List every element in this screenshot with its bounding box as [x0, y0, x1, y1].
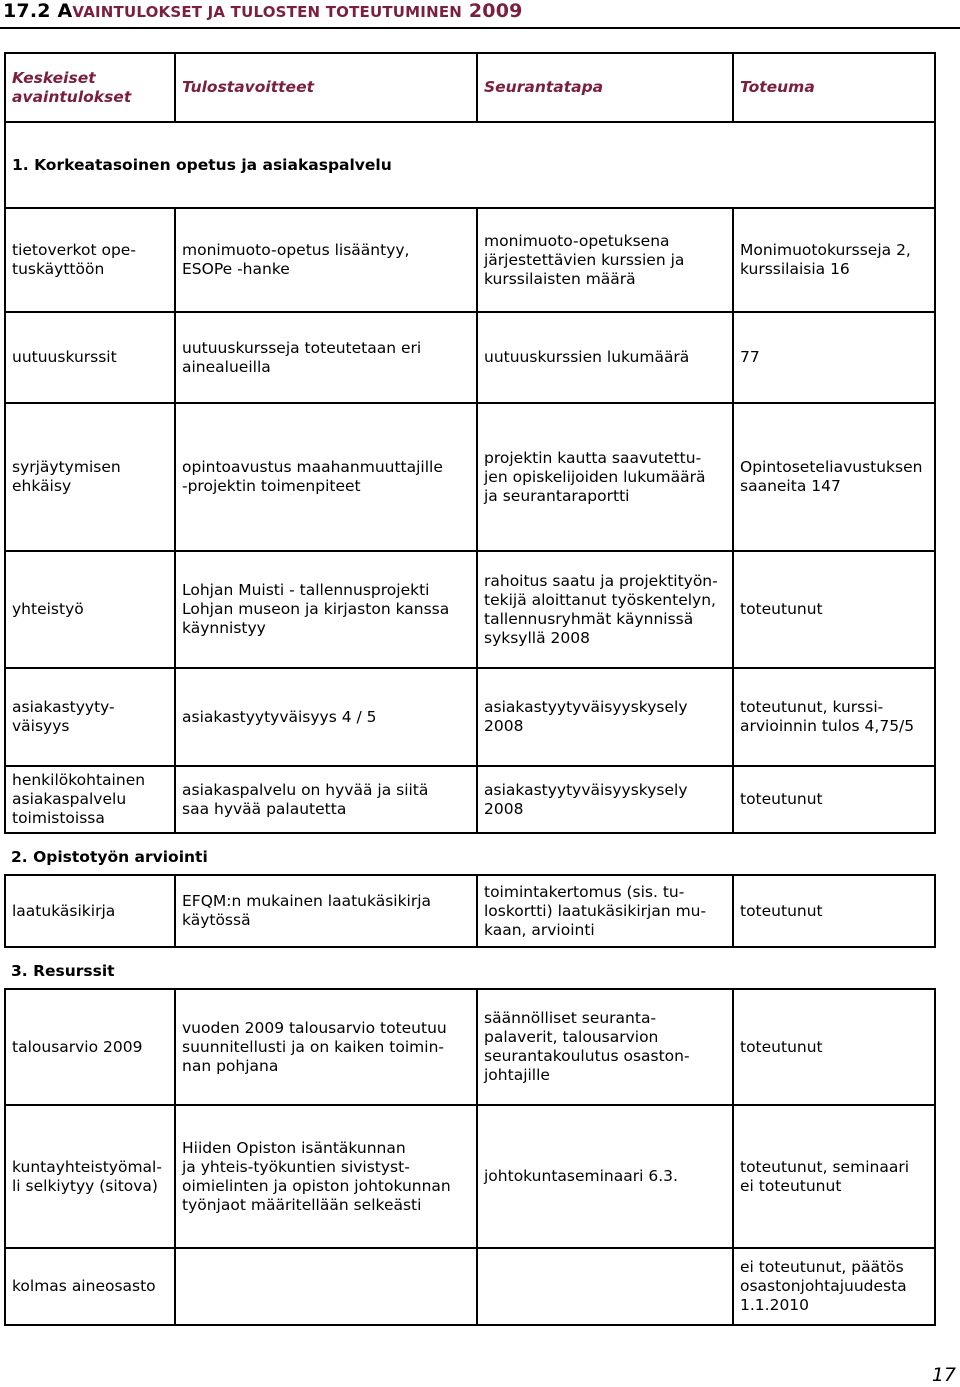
table-cell: uutuuskurssit: [5, 312, 175, 403]
table-cell: [175, 1248, 477, 1325]
section-title: 3. Resurssit: [5, 947, 935, 989]
table-cell: toteutunut: [733, 875, 935, 947]
page-heading: [3, 0, 523, 22]
table-row: [5, 1105, 935, 1248]
heading-title: VAINTULOKSET JA TULOSTEN TOTEUTUMINEN: [72, 3, 463, 21]
table-cell: Monimuotokursseja 2, kurssilaisia 16: [733, 208, 935, 312]
table-row: [5, 208, 935, 312]
table-cell: uutuuskursseja toteutetaan eri ainealueilla: [175, 312, 477, 403]
table-cell: asiakastyytyväisyyskysely 2008: [477, 766, 733, 833]
table-cell: rahoitus saatu ja projektityön- tekijä aloittanut työskentelyn, tallennusryhmät käynnissä syksyllä 2008: [477, 551, 733, 668]
table-cell: asiakastyytyväisyys 4 / 5: [175, 668, 477, 766]
column-header-row: [5, 53, 935, 122]
table-cell: uutuuskurssien lukumäärä: [477, 312, 733, 403]
table-cell: toimintakertomus (sis. tu- loskortti) laatukäsikirjan mu- kaan, arviointi: [477, 875, 733, 947]
heading-number: 17.2 A: [3, 0, 73, 22]
table-cell: asiakastyytyväisyyskysely 2008: [477, 668, 733, 766]
section-title: 1. Korkeatasoinen opetus ja asiakaspalvelu: [5, 122, 935, 208]
table-cell: 77: [733, 312, 935, 403]
column-header: Toteuma: [733, 53, 935, 122]
table-row: [5, 989, 935, 1105]
table-cell: EFQM:n mukainen laatukäsikirja käytössä: [175, 875, 477, 947]
table-cell: talousarvio 2009: [5, 989, 175, 1105]
table-cell: kolmas aineosasto: [5, 1248, 175, 1325]
table-cell: projektin kautta saavutettu- jen opiskelijoiden lukumäärä ja seurantaraportti: [477, 403, 733, 551]
table-cell: laatukäsikirja: [5, 875, 175, 947]
table-cell: Lohjan Muisti - tallennusprojekti Lohjan museon ja kirjaston kanssa käynnistyy: [175, 551, 477, 668]
section-title: 2. Opistotyön arviointi: [5, 833, 935, 875]
table-row: [5, 551, 935, 668]
column-header: Tulostavoitteet: [175, 53, 477, 122]
table-cell: asiakaspalvelu on hyvää ja siitä saa hyvää palautetta: [175, 766, 477, 833]
table-cell: vuoden 2009 talousarvio toteutuu suunnitellusti ja on kaiken toimin- nan pohjana: [175, 989, 477, 1105]
page-number: 17: [931, 1364, 956, 1386]
column-header: Seurantatapa: [477, 53, 733, 122]
table-cell: toteutunut: [733, 766, 935, 833]
section-row: [5, 122, 935, 208]
table-cell: Opintoseteliavustuksen saaneita 147: [733, 403, 935, 551]
table-cell: asiakastyyty- väisyys: [5, 668, 175, 766]
table-cell: tietoverkot ope- tuskäyttöön: [5, 208, 175, 312]
table-cell: toteutunut: [733, 989, 935, 1105]
table-cell: opintoavustus maahanmuuttajille -projektin toimenpiteet: [175, 403, 477, 551]
column-header: Keskeiset avaintulokset: [5, 53, 175, 122]
table-cell: Hiiden Opiston isäntäkunnan ja yhteis-työkuntien sivistyst- oimielinten ja opiston johtokunnan työnjaot määritellään selkeästi: [175, 1105, 477, 1248]
table-cell: ei toteutunut, päätös osastonjohtajuudesta 1.1.2010: [733, 1248, 935, 1325]
table-cell: monimuoto-opetuksena järjestettävien kurssien ja kurssilaisten määrä: [477, 208, 733, 312]
table-row: [5, 875, 935, 947]
table-row: [5, 668, 935, 766]
table-cell: henkilökohtainen asiakaspalvelu toimistoissa: [5, 766, 175, 833]
table-row: [5, 1248, 935, 1325]
heading-year: 2009: [468, 0, 523, 22]
table-cell: monimuoto-opetus lisääntyy, ESOPe -hanke: [175, 208, 477, 312]
table-row: [5, 403, 935, 551]
table-cell: toteutunut: [733, 551, 935, 668]
table-cell: toteutunut, seminaari ei toteutunut: [733, 1105, 935, 1248]
table-cell: toteutunut, kurssi- arvioinnin tulos 4,75/5: [733, 668, 935, 766]
table-cell: [477, 1248, 733, 1325]
table-cell: kuntayhteistyömal- li selkiytyy (sitova): [5, 1105, 175, 1248]
table-row: [5, 312, 935, 403]
section-row: [5, 947, 935, 989]
table-row: [5, 766, 935, 833]
table-cell: yhteistyö: [5, 551, 175, 668]
table-cell: johtokuntaseminaari 6.3.: [477, 1105, 733, 1248]
results-table: [4, 52, 936, 1326]
section-row: [5, 833, 935, 875]
table-cell: syrjäytymisen ehkäisy: [5, 403, 175, 551]
heading-rule: [0, 27, 960, 29]
table-cell: säännölliset seuranta- palaverit, talousarvion seurantakoulutus osaston- johtajille: [477, 989, 733, 1105]
